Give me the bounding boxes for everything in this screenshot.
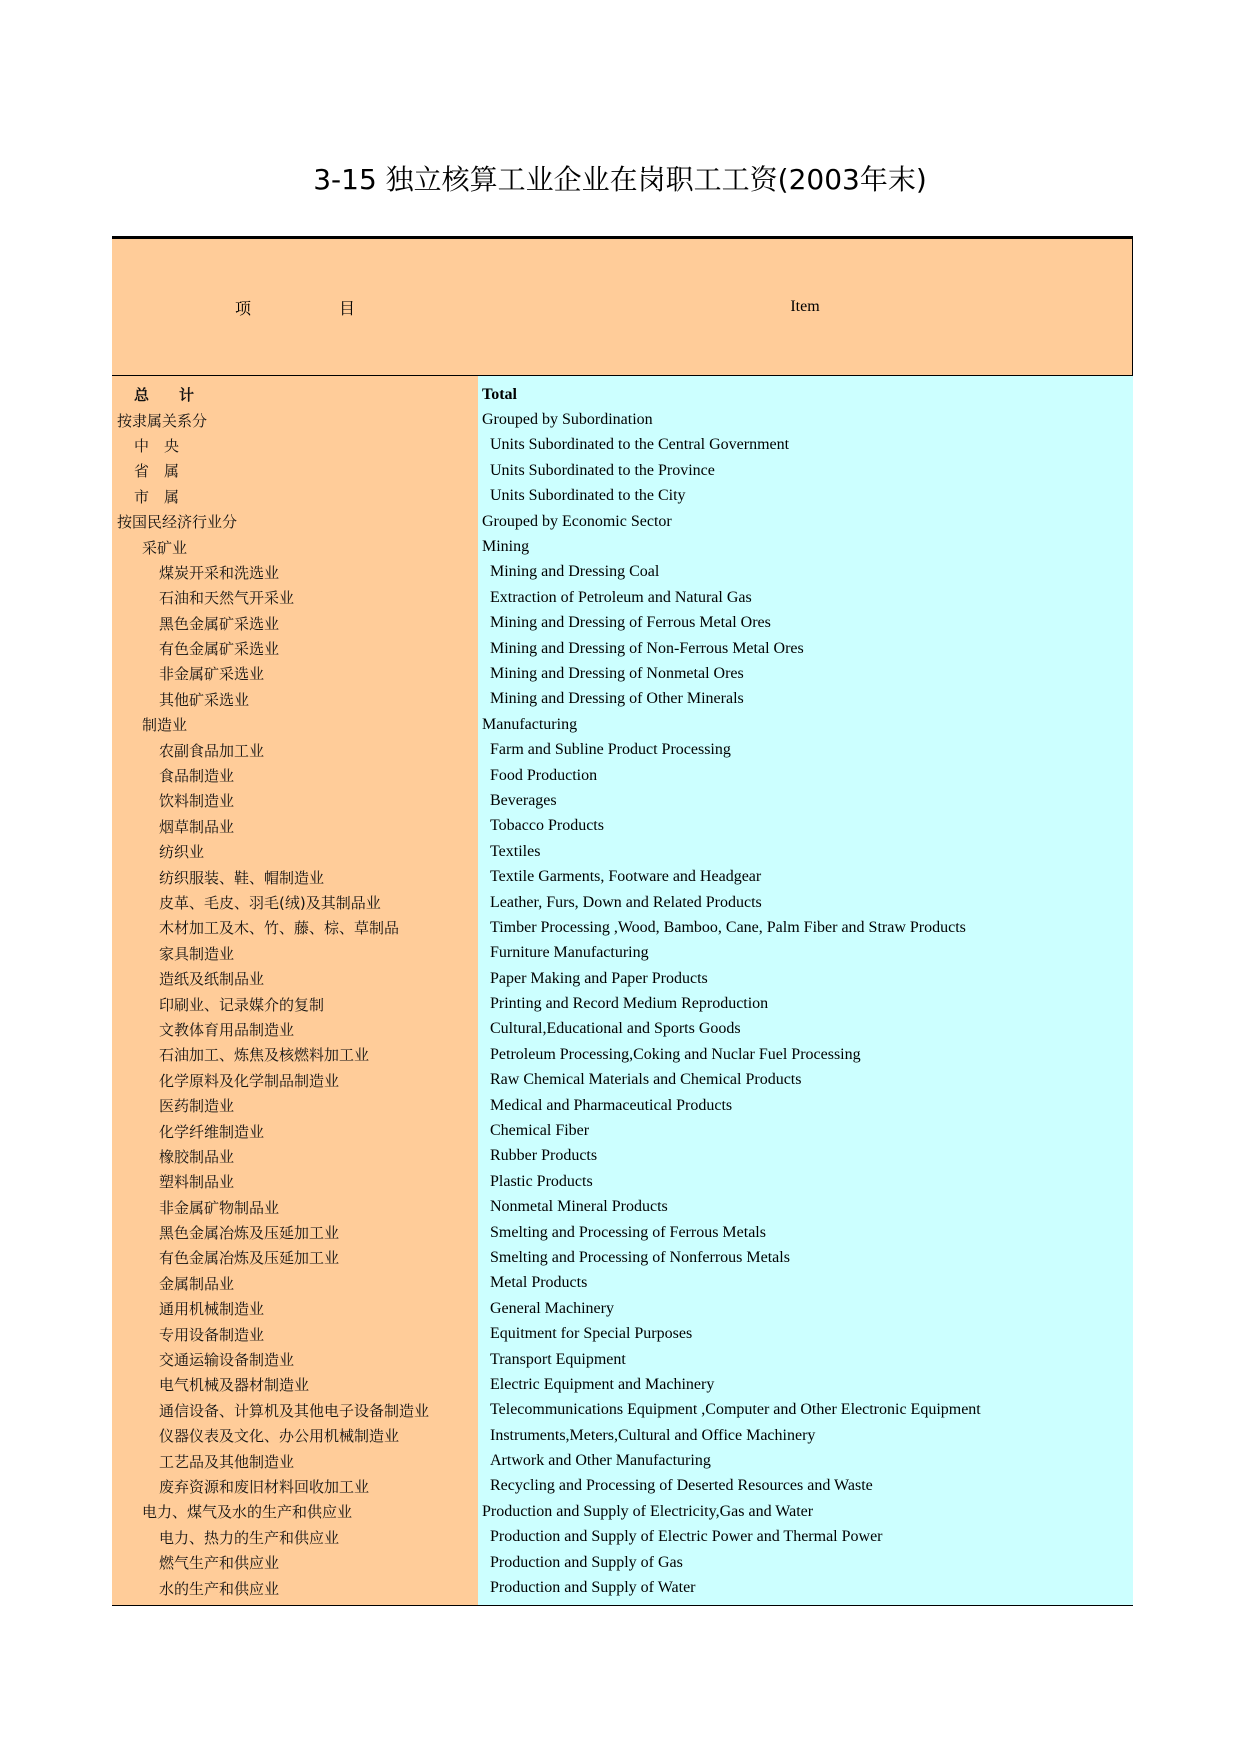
wage-table xyxy=(112,236,1133,1606)
table-row xyxy=(112,458,1133,483)
table-row xyxy=(112,814,1133,839)
table-row xyxy=(112,611,1133,636)
row-label-en: Farm and Subline Product Processing xyxy=(490,741,731,759)
row-label-cn: 中 央 xyxy=(134,436,180,455)
row-label-en: Instruments,Meters,Cultural and Office Machinery xyxy=(490,1426,816,1444)
table-row xyxy=(112,1195,1133,1220)
table-row xyxy=(112,560,1133,585)
table-row xyxy=(112,941,1133,966)
row-label-en: Printing and Record Medium Reproduction xyxy=(490,995,769,1013)
table-row xyxy=(112,1525,1133,1550)
row-label-en: Plastic Products xyxy=(490,1172,593,1190)
row-label-cn: 食品制造业 xyxy=(159,767,235,786)
row-label-cn: 印刷业、记录媒介的复制 xyxy=(159,995,325,1014)
row-label-cn: 按隶属关系分 xyxy=(117,411,208,430)
row-label-cn: 通用机械制造业 xyxy=(159,1300,265,1319)
row-label-en: Production and Supply of Electric Power and Thermal Power xyxy=(490,1528,883,1546)
table-row xyxy=(112,763,1133,788)
row-label-cn: 金属制品业 xyxy=(159,1274,235,1293)
row-label-en: Petroleum Processing,Coking and Nuclar Fuel Processing xyxy=(490,1045,861,1063)
row-label-cn: 家具制造业 xyxy=(159,944,235,963)
row-label-en: Manufacturing xyxy=(482,715,578,733)
row-label-cn: 石油加工、炼焦及核燃料加工业 xyxy=(159,1046,370,1065)
header-item-cn xyxy=(112,239,478,375)
row-label-en: Production and Supply of Water xyxy=(490,1579,696,1597)
table-row xyxy=(112,915,1133,940)
row-label-cn: 有色金属矿采选业 xyxy=(159,640,280,659)
row-label-en: Cultural,Educational and Sports Goods xyxy=(490,1020,741,1038)
table-row xyxy=(112,1245,1133,1270)
row-label-cn: 采矿业 xyxy=(142,538,188,557)
row-label-cn: 有色金属冶炼及压延加工业 xyxy=(159,1249,340,1268)
row-label-en: Smelting and Processing of Ferrous Metals xyxy=(490,1223,766,1241)
row-label-en: Artwork and Other Manufacturing xyxy=(490,1452,711,1470)
row-label-cn: 制造业 xyxy=(142,716,188,735)
table-row xyxy=(112,991,1133,1016)
row-label-cn: 市 属 xyxy=(134,487,180,506)
table-row xyxy=(112,1347,1133,1372)
table-row xyxy=(112,1321,1133,1346)
row-label-en: Grouped by Subordination xyxy=(482,411,653,429)
table-row xyxy=(112,1499,1133,1524)
row-label-en: Mining and Dressing of Nonmetal Ores xyxy=(490,664,744,682)
row-label-cn: 水的生产和供应业 xyxy=(159,1579,280,1598)
row-label-en: Furniture Manufacturing xyxy=(490,944,649,962)
table-row xyxy=(112,534,1133,559)
table-row xyxy=(112,1474,1133,1499)
table-row xyxy=(112,1068,1133,1093)
row-label-en: Recycling and Processing of Deserted Resources and Waste xyxy=(490,1477,873,1495)
table-row xyxy=(112,484,1133,509)
row-label-en: Mining xyxy=(482,538,530,556)
table-row xyxy=(112,1575,1133,1600)
table-row xyxy=(112,1144,1133,1169)
row-label-cn: 专用设备制造业 xyxy=(159,1325,265,1344)
row-label-cn: 纺织业 xyxy=(159,843,205,862)
row-label-cn: 黑色金属冶炼及压延加工业 xyxy=(159,1224,340,1243)
row-label-en: Telecommunications Equipment ,Computer and Other Electronic Equipment xyxy=(490,1401,981,1419)
row-label-cn: 废弃资源和废旧材料回收加工业 xyxy=(159,1477,370,1496)
table-row xyxy=(112,1398,1133,1423)
table-row xyxy=(112,1093,1133,1118)
row-label-cn: 石油和天然气开采业 xyxy=(159,589,295,608)
row-label-en: Mining and Dressing Coal xyxy=(490,563,660,581)
row-label-cn: 皮革、毛皮、羽毛(绒)及其制品业 xyxy=(159,894,381,912)
row-label-en: Tobacco Products xyxy=(490,817,604,835)
row-label-cn: 总 计 xyxy=(134,386,195,405)
row-label-cn: 塑料制品业 xyxy=(159,1173,235,1192)
table-row xyxy=(112,1550,1133,1575)
row-label-cn: 黑色金属矿采选业 xyxy=(159,614,280,633)
table-row xyxy=(112,636,1133,661)
row-label-cn: 饮料制造业 xyxy=(159,792,235,811)
table-row xyxy=(112,1271,1133,1296)
table-row xyxy=(112,585,1133,610)
table-row xyxy=(112,687,1133,712)
table-row xyxy=(112,788,1133,813)
row-label-cn: 非金属矿采选业 xyxy=(159,665,265,684)
row-label-cn: 医药制造业 xyxy=(159,1097,235,1116)
row-label-cn: 交通运输设备制造业 xyxy=(159,1351,295,1370)
row-label-cn: 电力、热力的生产和供应业 xyxy=(159,1528,340,1547)
table-row xyxy=(112,1042,1133,1067)
row-label-en: Metal Products xyxy=(490,1274,588,1292)
table-row xyxy=(112,1448,1133,1473)
row-label-en: Mining and Dressing of Ferrous Metal Ores xyxy=(490,614,771,632)
table-row xyxy=(112,1296,1133,1321)
row-label-cn: 非金属矿物制品业 xyxy=(159,1198,280,1217)
table-row xyxy=(112,382,1133,407)
table-row xyxy=(112,1169,1133,1194)
row-label-en: Raw Chemical Materials and Chemical Products xyxy=(490,1071,802,1089)
table-row xyxy=(112,1423,1133,1448)
header-cn-left: 项 xyxy=(234,298,251,318)
row-label-cn: 其他矿采选业 xyxy=(159,690,250,709)
row-label-cn: 仪器仪表及文化、办公用机械制造业 xyxy=(159,1427,400,1446)
table-row xyxy=(112,1017,1133,1042)
row-label-en: Units Subordinated to the Central Government xyxy=(490,436,790,454)
row-label-en: Smelting and Processing of Nonferrous Metals xyxy=(490,1248,790,1266)
row-label-en: Production and Supply of Electricity,Gas and Water xyxy=(482,1502,814,1520)
row-label-cn: 省 属 xyxy=(134,462,180,481)
table-row xyxy=(112,509,1133,534)
row-label-cn: 农副食品加工业 xyxy=(159,741,265,760)
row-label-cn: 煤炭开采和洗选业 xyxy=(159,563,280,582)
table-row xyxy=(112,864,1133,889)
row-label-en: Production and Supply of Gas xyxy=(490,1553,683,1571)
row-label-en: Medical and Pharmaceutical Products xyxy=(490,1096,733,1114)
row-label-en: Nonmetal Mineral Products xyxy=(490,1198,668,1216)
table-row xyxy=(112,737,1133,762)
row-label-en: Units Subordinated to the Province xyxy=(490,461,715,479)
table-row xyxy=(112,1220,1133,1245)
row-label-cn: 电力、煤气及水的生产和供应业 xyxy=(142,1503,353,1522)
row-label-en: Equitment for Special Purposes xyxy=(490,1325,693,1343)
header-cn-right: 目 xyxy=(339,298,356,318)
table-row xyxy=(112,1118,1133,1143)
row-label-cn: 通信设备、计算机及其他电子设备制造业 xyxy=(159,1401,430,1420)
row-label-en: Electric Equipment and Machinery xyxy=(490,1375,715,1393)
table-row xyxy=(112,661,1133,686)
row-label-cn: 烟草制品业 xyxy=(159,817,235,836)
table-body xyxy=(112,376,1133,1606)
table-row xyxy=(112,712,1133,737)
row-label-cn: 橡胶制品业 xyxy=(159,1147,235,1166)
table-row xyxy=(112,433,1133,458)
row-label-en: Transport Equipment xyxy=(490,1350,626,1368)
row-label-en: Chemical Fiber xyxy=(490,1122,590,1140)
row-label-en: Mining and Dressing of Other Minerals xyxy=(490,690,744,708)
row-label-en: Grouped by Economic Sector xyxy=(482,512,672,530)
row-label-en: Mining and Dressing of Non-Ferrous Metal Ores xyxy=(490,639,804,657)
row-label-en: Food Production xyxy=(490,766,598,784)
row-label-cn: 按国民经济行业分 xyxy=(117,513,238,532)
table-header xyxy=(112,236,1133,376)
row-label-cn: 造纸及纸制品业 xyxy=(159,970,265,989)
row-label-cn: 燃气生产和供应业 xyxy=(159,1554,280,1573)
row-label-en: Total xyxy=(482,385,517,403)
row-label-en: Leather, Furs, Down and Related Products xyxy=(490,893,762,911)
table-row xyxy=(112,407,1133,432)
row-label-en: Rubber Products xyxy=(490,1147,598,1165)
row-label-en: Extraction of Petroleum and Natural Gas xyxy=(490,588,752,606)
row-label-cn: 木材加工及木、竹、藤、棕、草制品 xyxy=(159,919,400,938)
header-item-en: Item xyxy=(790,298,820,315)
table-row xyxy=(112,890,1133,915)
row-label-en: Textiles xyxy=(490,842,541,860)
row-label-cn: 文教体育用品制造业 xyxy=(159,1020,295,1039)
row-label-en: General Machinery xyxy=(490,1299,614,1317)
row-label-cn: 电气机械及器材制造业 xyxy=(159,1376,310,1395)
row-label-cn: 工艺品及其他制造业 xyxy=(159,1452,295,1471)
row-label-cn: 化学原料及化学制品制造业 xyxy=(159,1071,340,1090)
row-label-en: Textile Garments, Footware and Headgear xyxy=(490,868,762,886)
table-row xyxy=(112,1372,1133,1397)
row-label-en: Units Subordinated to the City xyxy=(490,487,686,505)
row-label-en: Beverages xyxy=(490,791,557,809)
row-label-cn: 化学纤维制造业 xyxy=(159,1122,265,1141)
row-label-en: Paper Making and Paper Products xyxy=(490,969,708,987)
row-label-cn: 纺织服装、鞋、帽制造业 xyxy=(159,868,325,887)
row-label-en: Timber Processing ,Wood, Bamboo, Cane, Palm Fiber and Straw Products xyxy=(490,918,966,936)
page-title: 3-15 独立核算工业企业在岗职工工资(2003年末) xyxy=(313,163,927,196)
table-row xyxy=(112,966,1133,991)
table-row xyxy=(112,839,1133,864)
